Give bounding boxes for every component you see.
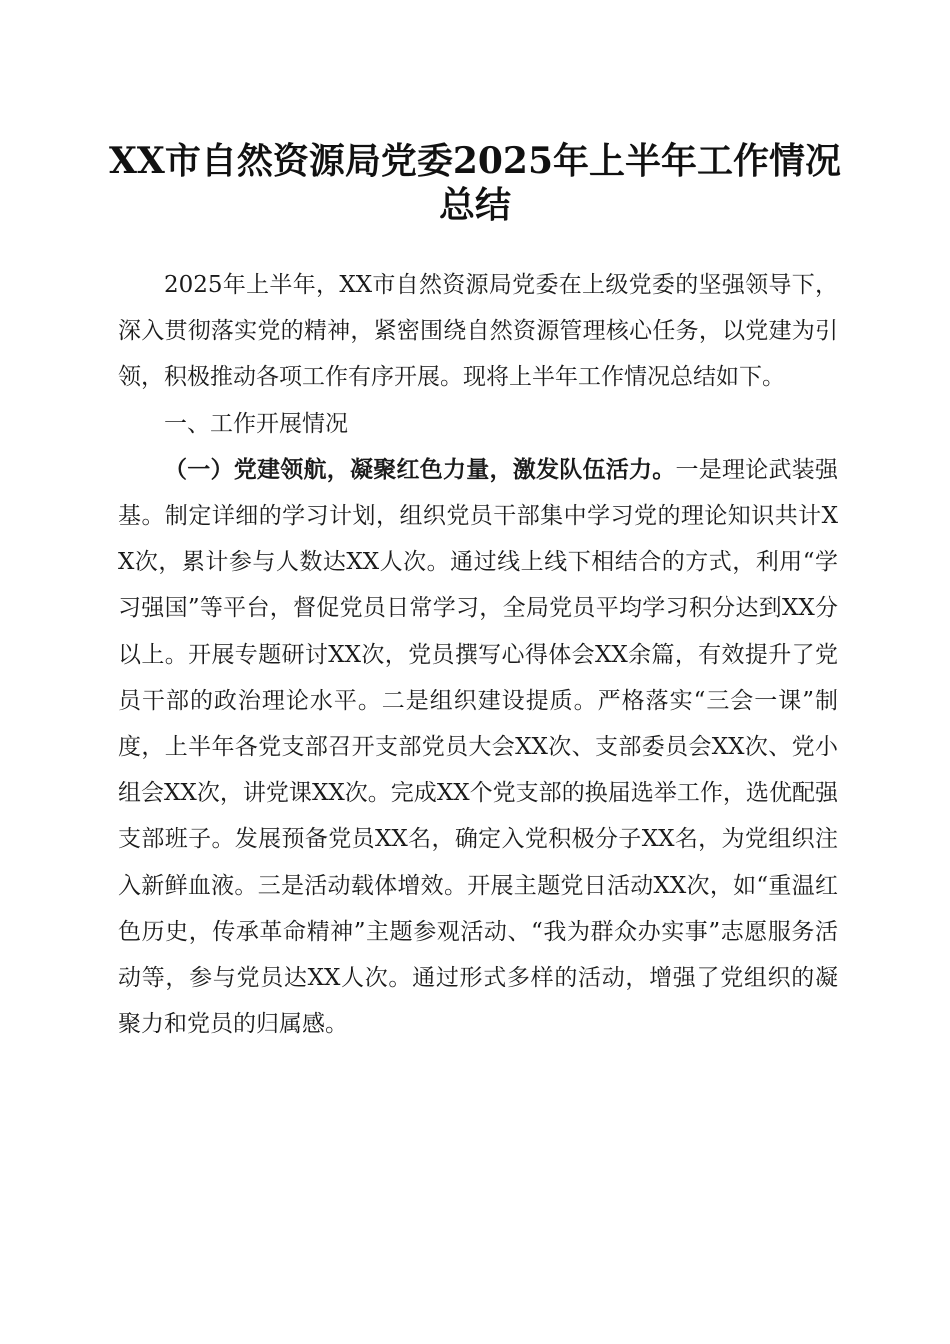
document-body — [118, 262, 838, 1047]
subsection-body-1: 一是理论武装强基。制定详细的学习计划，组织党员干部集中学习党的理论知识共计XX次，累计参与人数达XX人次。通过线上线下相结合的方式，利用“学习强国”等平台，督促党员日常学习，全局党员平均学习积分达到XX分以上。开展专题研讨XX次，党员撰写心得体会XX余篇，有效提升了党员干部的政治理论水平。二是组织建设提质。严格落实“三会一课”制度，上半年各党支部召开支部党员大会XX次、支部委员会XX次、党小组会XX次，讲党课XX次。完成XX个党支部的换届选举工作，选优配强支部班子。发展预备党员XX名，确定入党积极分子XX名，为党组织注入新鲜血液。三是活动载体增效。开展主题党日活动XX次，如“重温红色历史，传承革命精神”主题参观活动、“我为群众办实事”志愿服务活动等，参与党员达XX人次。通过形式多样的活动，增强了党组织的凝聚力和党员的归属感。 — [118, 456, 838, 1038]
subsection-heading-1: （一）党建领航，凝聚红色力量，激发队伍活力。 — [164, 456, 676, 483]
subsection-paragraph-1 — [118, 447, 838, 1048]
document-title-line-1: XX市自然资源局党委2025年上半年工作情况 — [108, 140, 842, 182]
document-title-line-2: 总结 — [438, 184, 511, 226]
section-heading-1: 一、工作开展情况 — [164, 410, 348, 437]
intro-paragraph: 2025年上半年，XX市自然资源局党委在上级党委的坚强领导下，深入贯彻落实党的精神，紧密围绕自然资源管理核心任务，以党建为引领，积极推动各项工作有序开展。现将上半年工作情况总结如下。 — [118, 272, 838, 391]
